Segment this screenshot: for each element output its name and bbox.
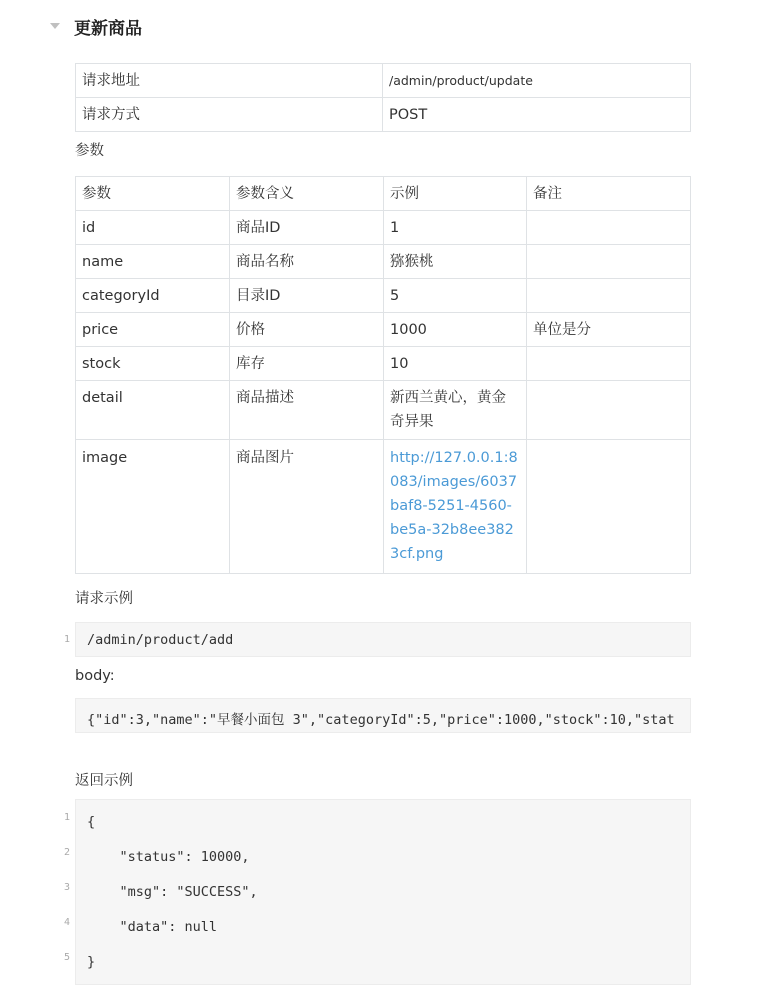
table-cell: 商品ID <box>230 211 384 245</box>
table-cell: 价格 <box>230 313 384 347</box>
table-cell: 商品名称 <box>230 245 384 279</box>
table-cell: 新西兰黄心，黄金奇异果 <box>384 381 527 440</box>
table-cell: 1 <box>384 211 527 245</box>
table-cell: 5 <box>384 279 527 313</box>
table-cell: 单位是分 <box>527 313 691 347</box>
table-cell: categoryId <box>76 279 230 313</box>
line-number: 1 <box>64 634 71 645</box>
column-header: 备注 <box>527 177 691 211</box>
request-example-label: 请求示例 <box>75 591 133 607</box>
table-cell: stock <box>76 347 230 381</box>
table-row <box>76 211 691 245</box>
table-cell: 请求方式 <box>76 98 383 132</box>
response-code-block[interactable] <box>64 799 691 985</box>
table-cell: 目录ID <box>230 279 384 313</box>
table-cell <box>384 440 527 574</box>
table-cell: 库存 <box>230 347 384 381</box>
code-line: {"id":3,"name":"早餐小面包 3","categoryId":5,"price":1000,"stock":10,"stat <box>87 712 675 728</box>
table-cell: 猕猴桃 <box>384 245 527 279</box>
response-example-label: 返回示例 <box>75 773 133 789</box>
image-url-link[interactable]: http://127.0.0.1:8083/images/6037baf8-5251-4560-be5a-32b8ee3823cf.png <box>390 450 518 562</box>
code-line: "status": 10000, <box>87 849 250 865</box>
table-row <box>76 245 691 279</box>
table-cell: POST <box>383 98 691 132</box>
table-row <box>76 279 691 313</box>
params-table <box>75 176 691 574</box>
table-cell <box>527 440 691 574</box>
table-cell: 商品描述 <box>230 381 384 440</box>
body-label: body: <box>75 668 115 684</box>
table-cell: id <box>76 211 230 245</box>
table-cell <box>527 279 691 313</box>
line-number: 3 <box>64 882 71 893</box>
collapse-triangle-icon[interactable] <box>50 23 60 29</box>
table-row <box>76 381 691 440</box>
column-header: 参数含义 <box>230 177 384 211</box>
code-line: /admin/product/add <box>87 632 234 648</box>
table-cell <box>527 381 691 440</box>
line-number: 1 <box>64 812 71 823</box>
table-cell: detail <box>76 381 230 440</box>
request-url-code-block[interactable] <box>64 622 691 657</box>
code-line: "msg": "SUCCESS", <box>87 884 258 900</box>
table-cell: 商品图片 <box>230 440 384 574</box>
table-cell: name <box>76 245 230 279</box>
request-info-table <box>75 63 691 132</box>
table-cell: 10 <box>384 347 527 381</box>
table-cell: price <box>76 313 230 347</box>
section-title: 更新商品 <box>74 18 142 39</box>
table-header-row <box>76 177 691 211</box>
request-body-code-block[interactable] <box>75 698 691 733</box>
section-heading-row <box>50 12 142 40</box>
table-cell <box>527 245 691 279</box>
code-line: "data": null <box>87 919 218 935</box>
code-line: } <box>87 954 96 970</box>
table-row <box>76 347 691 381</box>
params-label: 参数 <box>75 143 104 159</box>
column-header: 示例 <box>384 177 527 211</box>
table-cell: image <box>76 440 230 574</box>
table-row <box>76 98 691 132</box>
table-row <box>76 440 691 574</box>
table-row <box>76 313 691 347</box>
code-line: { <box>87 814 96 830</box>
table-cell: 请求地址 <box>76 64 383 98</box>
table-cell <box>527 211 691 245</box>
table-cell: /admin/product/update <box>383 64 691 98</box>
line-number: 2 <box>64 847 71 858</box>
line-number: 4 <box>64 917 71 928</box>
table-row <box>76 64 691 98</box>
table-cell: 1000 <box>384 313 527 347</box>
table-cell <box>527 347 691 381</box>
column-header: 参数 <box>76 177 230 211</box>
line-number: 5 <box>64 952 71 963</box>
